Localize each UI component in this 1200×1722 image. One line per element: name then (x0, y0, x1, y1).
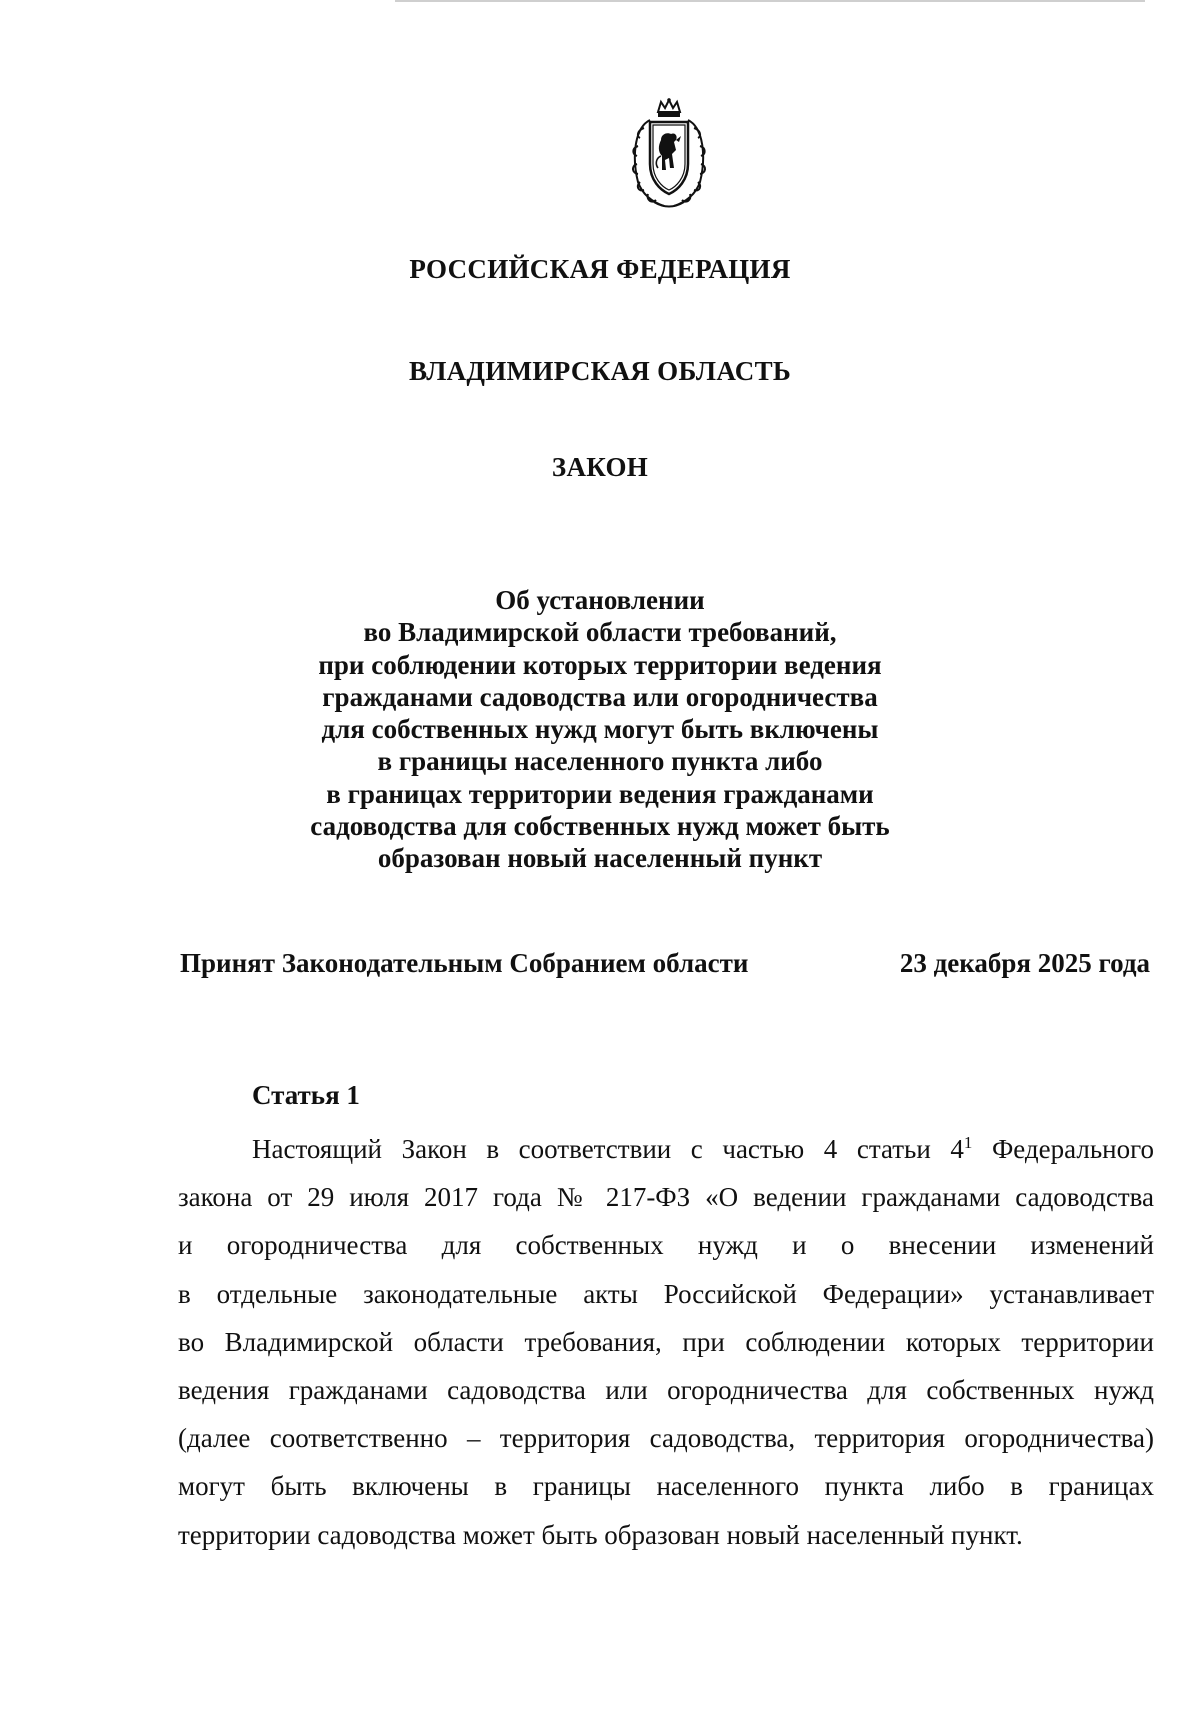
paragraph-line: (далее соответственно – территория садоводства, территория огородничества) (178, 1423, 1154, 1454)
adoption-line (180, 948, 1150, 979)
region-heading: ВЛАДИМИРСКАЯ ОБЛАСТЬ (408, 356, 792, 386)
title-line: в границы населенного пункта либо (377, 746, 823, 777)
paragraph-line: во Владимирской области требования, при соблюдении которых территории (178, 1326, 1154, 1357)
title-line: для собственных нужд могут быть включены (321, 714, 879, 745)
paragraph-line: могут быть включены в границы населенного пункта либо в границах (178, 1471, 1154, 1502)
adoption-date: 23 декабря 2025 года (899, 948, 1150, 978)
paragraph-line: и огородничества для собственных нужд и о внесении изменений (178, 1230, 1154, 1261)
paragraph-line: закона от 29 июля 2017 года № 217-ФЗ «О ведении гражданами садоводства (178, 1182, 1154, 1213)
doc-type-heading: ЗАКОН (551, 452, 649, 482)
paragraph-line: территории садоводства может быть образован новый населенный пункт. (178, 1519, 1023, 1550)
paragraph-text: Настоящий Закон в соответствии с частью 4 статьи 4 (252, 1134, 964, 1164)
paragraph-line: ведения гражданами садоводства или огородничества для собственных нужд (178, 1374, 1154, 1405)
title-line: садоводства для собственных нужд может быть (310, 811, 890, 842)
article-paragraph (178, 1125, 1154, 1559)
coat-of-arms-icon (628, 98, 710, 210)
title-line: в границах территории ведения гражданами (326, 778, 874, 809)
paragraph-line: в отдельные законодательные акты Российской Федерации» устанавливает (178, 1278, 1154, 1309)
country-heading: РОССИЙСКАЯ ФЕДЕРАЦИЯ (409, 254, 791, 284)
paragraph-line (178, 1125, 1154, 1173)
title-line: образован новый населенный пункт (377, 843, 823, 874)
scan-edge-line (395, 0, 1145, 2)
title-line: при соблюдении которых территории ведения (318, 649, 882, 680)
adoption-label: Принят Законодательным Собранием области (180, 948, 749, 978)
law-title (0, 584, 1200, 875)
title-line: Об установлении (495, 585, 705, 615)
superscript: 1 (963, 1133, 973, 1152)
title-line: гражданами садоводства или огородничества (322, 681, 878, 712)
paragraph-text: Федерального (972, 1134, 1155, 1164)
title-line: во Владимирской области требований, (363, 617, 837, 648)
article-heading: Статья 1 (252, 1080, 360, 1110)
